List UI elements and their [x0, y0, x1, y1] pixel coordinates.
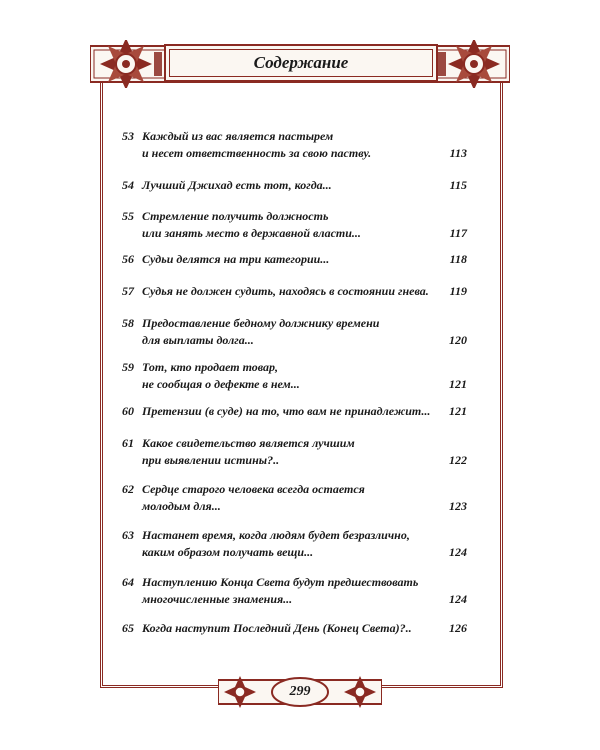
toc-entry-title-line: Предоставление бедному должнику времени — [142, 316, 380, 330]
toc-entry-page: 113 — [449, 146, 467, 160]
toc-entry-number: 55 — [122, 209, 134, 223]
toc-entry-number: 64 — [122, 575, 134, 589]
toc-entry-number: 58 — [122, 316, 134, 330]
toc-entry-title-line: Каждый из вас является пастырем — [142, 129, 334, 143]
page-number: 299 — [289, 684, 311, 699]
toc-entry-number: 59 — [122, 360, 134, 374]
toc-entry — [122, 283, 467, 300]
toc-entry — [122, 208, 467, 242]
toc-entry — [122, 481, 467, 515]
toc-entry-title-line: для выплаты долга... — [142, 333, 254, 347]
toc-entry-title-line: Сердце старого человека всегда остается — [142, 482, 365, 496]
toc-entry-number: 65 — [122, 621, 134, 635]
toc-entry-number: 61 — [122, 436, 134, 450]
toc-entry — [122, 128, 467, 162]
toc-entry-number: 63 — [122, 528, 134, 542]
toc-entry-title-line: Тот, кто продает товар, — [142, 360, 279, 374]
toc-entry-page: 120 — [449, 333, 467, 347]
toc-entry-page: 123 — [449, 499, 467, 513]
toc-entry-title-line: Наступлению Конца Света будут предшествовать — [142, 575, 419, 589]
toc-entry-title-line: Судья не должен судить, находясь в состоянии гнева. — [142, 284, 429, 298]
toc-entry — [122, 359, 467, 393]
toc-entry — [122, 435, 467, 469]
toc-entry-title-line: не сообщая о дефекте в нем... — [142, 377, 300, 391]
toc-entry-title-line: Претензии (в суде) на то, что вам не принадлежит... — [142, 404, 431, 418]
toc-entry-title-line: Какое свидетельство является лучшим — [142, 436, 355, 450]
toc-entry — [122, 620, 467, 637]
toc-entry-title-line: Когда наступит Последний День (Конец Света)?.. — [142, 621, 412, 635]
toc-entry-title-line: каким образом получать вещи... — [142, 545, 314, 559]
toc-entry-number: 62 — [122, 482, 134, 496]
toc-entry-title-line: и несет ответственность за свою паству. — [142, 146, 372, 160]
toc-entry — [122, 315, 467, 349]
toc-entry — [122, 403, 467, 420]
toc-entry-page: 121 — [449, 377, 467, 391]
toc-entry-page: 121 — [449, 404, 467, 418]
toc-entry-title-line: Настанет время, когда людям будет безразлично, — [142, 528, 410, 542]
toc-entry-page: 122 — [449, 453, 467, 467]
toc-entry-page: 126 — [449, 621, 467, 635]
toc-entry-number: 60 — [122, 404, 134, 418]
toc-entry-title-line: Стремление получить должность — [142, 209, 329, 223]
toc-entry-number: 54 — [122, 178, 134, 192]
title-box — [164, 44, 438, 82]
toc-entry-page: 115 — [449, 178, 467, 192]
toc-entry-title-line: многочисленные знамения... — [142, 592, 293, 606]
toc-entry — [122, 177, 467, 194]
toc-entry-page: 118 — [449, 252, 467, 266]
toc-entry-number: 56 — [122, 252, 134, 266]
toc-entry-page: 117 — [449, 226, 467, 240]
toc-entry-page: 119 — [449, 284, 467, 298]
toc-entry-title-line: Лучший Джихад есть тот, когда... — [142, 178, 332, 192]
toc-entry-page: 124 — [449, 545, 467, 559]
page-title: Содержание — [253, 53, 349, 72]
toc-entry-title-line: или занять место в державной власти... — [142, 226, 361, 240]
toc-entry — [122, 527, 467, 561]
toc-entry-page: 124 — [449, 592, 467, 606]
toc-entry-number: 53 — [122, 129, 134, 143]
toc-entry-title-line: молодым для... — [142, 499, 221, 513]
toc-entry-title-line: Судьи делятся на три категории... — [142, 252, 330, 266]
toc-entry — [122, 251, 467, 268]
toc-entry — [122, 574, 467, 608]
toc-entry-title-line: при выявлении истины?.. — [142, 453, 280, 467]
toc-entry-number: 57 — [122, 284, 134, 298]
